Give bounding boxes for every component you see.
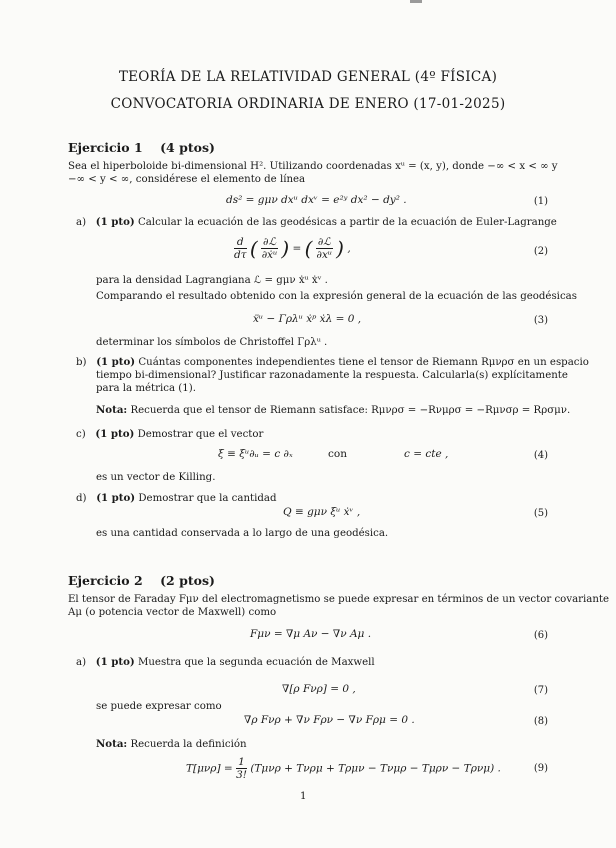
equation-6: Fμν = ∇μ Aν − ∇ν Aμ . xyxy=(250,628,372,640)
eq9-fraction: $\frac{1}{3!}$ xyxy=(236,756,247,781)
equation-4-number: (4) xyxy=(533,450,548,461)
exercise-2-title: Ejercicio 2 xyxy=(68,573,143,588)
ex2-item-a xyxy=(76,656,375,669)
riemann-note xyxy=(96,404,570,417)
equation-3: ẍᵘ − Γρλᵘ ẋᵖ ẋλ = 0 , xyxy=(253,313,362,325)
ex1-item-a xyxy=(76,216,557,229)
equation-4-con: con xyxy=(328,448,347,460)
item-a-label: a) xyxy=(76,217,87,228)
equation-2: $\frac{d}{d\tau}$ ( $\frac{\text{∂ℒ}}{\text{∂ẋᵘ}}$ ) = ( $\frac{\text{∂ℒ}}{\text{∂xᵘ}}$ ) , xyxy=(234,236,351,261)
eq9-rhs: (Tμνρ + Tνρμ + Tρμν − Tνμρ − Tμρν − Tρνμ) . xyxy=(250,762,501,775)
equation-3-number: (3) xyxy=(533,315,548,326)
item-c-points: (1 pto) xyxy=(95,428,135,440)
christoffel-text: determinar los símbolos de Christoffel Γρλᵘ . xyxy=(96,337,328,348)
definition-note-text: Recuerda la definición xyxy=(130,739,247,750)
ex1-intro-2: −∞ < y < ∞, considérese el elemento de línea xyxy=(68,174,306,185)
exercise-2-points: (2 ptos) xyxy=(160,573,215,588)
equation-5: Q ≡ gμν ξᵘ ẋᵛ , xyxy=(283,506,361,518)
equation-1: ds² = gμν dxᵘ dxᵛ = e²ʸ dx² − dy² . xyxy=(226,194,407,206)
title-line-1: TEORÍA DE LA RELATIVIDAD GENERAL (4º FÍSICA) xyxy=(118,69,498,85)
exercise-1-heading xyxy=(68,140,215,155)
exercise-1-title: Ejercicio 1 xyxy=(68,140,143,155)
ex1-intro-1: Sea el hiperboloide bi-dimensional H². Utilizando coordenadas xᵘ = (x, y), donde −∞ < x < ∞ y xyxy=(68,161,558,172)
equation-8: ∇ρ Fνρ + ∇ν Fρν − ∇ν Fρμ = 0 . xyxy=(244,714,415,726)
eq2-d-dtau: $\frac{d}{d\tau}$ xyxy=(234,236,247,261)
exercise-2-heading xyxy=(68,573,215,588)
scan-mark xyxy=(410,0,422,3)
item-b-line-3: para la métrica (1). xyxy=(96,383,196,394)
ex1-item-c xyxy=(76,428,263,441)
item-d-label: d) xyxy=(76,493,87,504)
definition-note-label: Nota: xyxy=(96,738,128,750)
eq2-dl-dx: $\frac{\text{∂ℒ}}{\text{∂xᵘ}}$ xyxy=(316,236,333,261)
equation-7: ∇[ρ Fνρ] = 0 , xyxy=(282,683,356,695)
item-c-text: Demostrar que el vector xyxy=(137,429,264,440)
title-line-2: CONVOCATORIA ORDINARIA DE ENERO (17-01-2025) xyxy=(110,96,506,112)
item-b-line-2: tiempo bi-dimensional? Justificar razonadamente la respuesta. Calcularla(s) explícitamente xyxy=(96,370,568,381)
item-d-text: Demostrar que la cantidad xyxy=(138,493,277,504)
item-b-points: (1 pto) xyxy=(96,356,136,368)
item-a-text: Calcular la ecuación de las geodésicas a partir de la ecuación de Euler-Lagrange xyxy=(137,217,557,228)
item-d-points: (1 pto) xyxy=(96,492,136,504)
equation-2-number: (2) xyxy=(533,246,548,257)
ex1-item-b xyxy=(76,356,589,369)
ex2-intro-2: Aμ (o potencia vector de Maxwell) como xyxy=(68,607,277,618)
express-text: se puede expresar como xyxy=(96,701,222,712)
equation-9-number: (9) xyxy=(533,763,548,774)
equation-5-number: (5) xyxy=(533,508,548,519)
lagrangian-density-text: para la densidad Lagrangiana ℒ = gμν ẋᵘ ẋᵛ . xyxy=(96,275,328,286)
eq2-dl-dxdot: $\frac{\text{∂ℒ}}{\text{∂ẋᵘ}}$ xyxy=(261,236,278,261)
equation-6-number: (6) xyxy=(533,630,548,641)
equation-4: ξ ≡ ξᵘ∂ᵤ = c ∂ₓ xyxy=(218,448,293,460)
equation-7-number: (7) xyxy=(533,685,548,696)
item-b-label: b) xyxy=(76,357,87,368)
equation-1-number: (1) xyxy=(533,196,548,207)
ex2-item-a-text: Muestra que la segunda ecuación de Maxwell xyxy=(137,657,375,668)
compare-text: Comparando el resultado obtenido con la expresión general de la ecuación de las geodésicas xyxy=(96,291,577,302)
item-b-line-1: Cuántas componentes independientes tiene el tensor de Riemann Rμνρσ en un espacio xyxy=(138,357,589,368)
conserved-text: es una cantidad conservada a lo largo de una geodésica. xyxy=(96,528,389,539)
equation-4-constant: c = cte , xyxy=(404,448,449,460)
exercise-1-points: (4 ptos) xyxy=(160,140,215,155)
page-number: 1 xyxy=(300,791,307,802)
eq9-lhs: T[μνρ] = xyxy=(186,762,233,775)
ex2-item-a-label: a) xyxy=(76,657,87,668)
item-c-label: c) xyxy=(76,429,86,440)
definition-note xyxy=(96,738,247,751)
ex2-intro-1: El tensor de Faraday Fμν del electromagnetismo se puede expresar en términos de un vector covariante xyxy=(68,594,610,605)
ex2-item-a-points: (1 pto) xyxy=(95,656,135,668)
equation-9 xyxy=(186,756,501,781)
ex1-item-d xyxy=(76,492,276,505)
riemann-note-label: Nota: xyxy=(96,404,128,416)
item-a-points: (1 pto) xyxy=(95,216,135,228)
equation-8-number: (8) xyxy=(533,716,548,727)
riemann-note-text: Recuerda que el tensor de Riemann satisface: Rμνρσ = −Rνμρσ = −Rμνσρ = Rρσμν. xyxy=(130,405,571,416)
killing-text: es un vector de Killing. xyxy=(96,472,216,483)
